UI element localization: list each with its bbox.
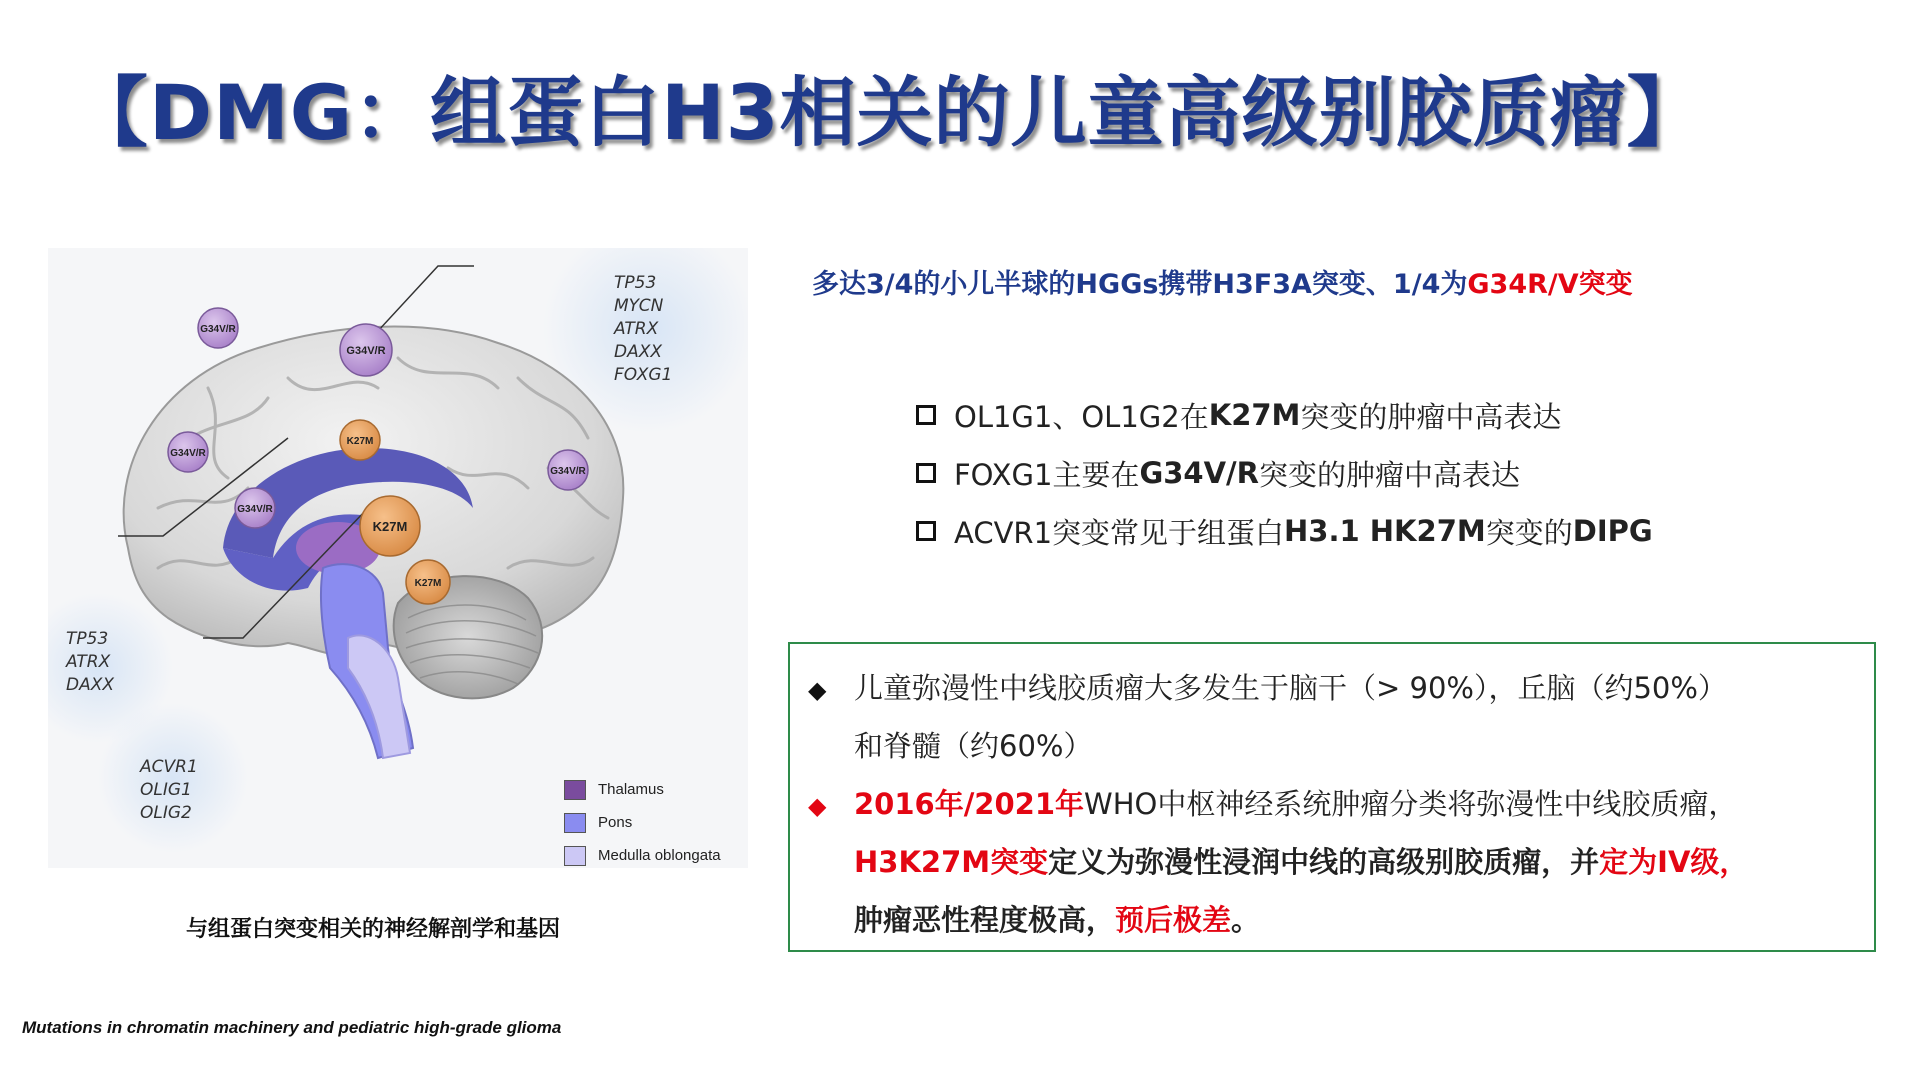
legend-swatch bbox=[564, 846, 586, 866]
note-line bbox=[854, 840, 1748, 881]
note-highlight: 预后极差 bbox=[1115, 903, 1232, 937]
gene-label: ACVR1 bbox=[140, 757, 198, 777]
checkbox-icon bbox=[916, 521, 936, 541]
note-line bbox=[808, 782, 1737, 823]
gene-label: OLIG2 bbox=[140, 803, 192, 823]
gene-cluster-bottom bbox=[140, 756, 198, 825]
marker-k27m-3 bbox=[406, 560, 450, 604]
note-line bbox=[854, 724, 1092, 765]
diamond-bullet-icon: ◆ bbox=[808, 676, 827, 704]
note-bold: 定义为弥漫性浸润中线的高级别胶质瘤，并 bbox=[1048, 845, 1600, 879]
gene-label: OLIG1 bbox=[140, 780, 192, 800]
marker-g34vr-1 bbox=[198, 308, 238, 348]
item-text: ACVR1突变常见于组蛋白 bbox=[954, 515, 1285, 550]
legend-item-pons bbox=[564, 806, 721, 839]
svg-text:K27M: K27M bbox=[372, 519, 408, 534]
slide-title: 【DMG：组蛋白H3相关的儿童高级别胶质瘤】 bbox=[72, 68, 1704, 157]
legend-swatch bbox=[564, 813, 586, 833]
figure-caption: 与组蛋白突变相关的神经解剖学和基因 bbox=[186, 917, 561, 942]
item-bold: DIPG bbox=[1572, 514, 1653, 548]
svg-text:G34V/R: G34V/R bbox=[200, 324, 236, 335]
gene-label: FOXG1 bbox=[614, 365, 673, 385]
checkbox-icon bbox=[916, 405, 936, 425]
headline-text: 多达3/4的小儿半球的HGGs携带H3F3A突变、1/4为 bbox=[812, 269, 1468, 300]
legend-item-thalamus bbox=[564, 773, 721, 806]
note-highlight: H3K27M突变 bbox=[854, 845, 1049, 879]
marker-g34vr-4 bbox=[548, 450, 588, 490]
checkbox-icon bbox=[916, 463, 936, 483]
gene-label: TP53 bbox=[66, 629, 109, 649]
brain-figure bbox=[48, 248, 748, 868]
item-text: 突变的肿瘤中高表达 bbox=[1258, 457, 1520, 492]
gene-label: ATRX bbox=[66, 652, 111, 672]
source-citation: Mutations in chromatin machinery and pediatric high-grade glioma bbox=[22, 1018, 562, 1037]
note-bold: 肿瘤恶性程度极高， bbox=[854, 903, 1116, 937]
note-highlight: 2016年/2021年 bbox=[854, 787, 1085, 821]
note-text: WHO中枢神经系统肿瘤分类将弥漫性中线胶质瘤， bbox=[1084, 787, 1738, 821]
checklist-item bbox=[916, 444, 1653, 502]
legend-swatch bbox=[564, 780, 586, 800]
svg-text:G34V/R: G34V/R bbox=[170, 448, 206, 459]
svg-text:G34V/R: G34V/R bbox=[550, 466, 586, 477]
svg-text:K27M: K27M bbox=[414, 578, 442, 589]
svg-text:K27M: K27M bbox=[346, 436, 374, 447]
checklist bbox=[916, 386, 1653, 560]
gene-label: MYCN bbox=[614, 296, 664, 316]
item-text: 突变的 bbox=[1485, 515, 1573, 550]
item-text: FOXG1主要在 bbox=[954, 457, 1140, 492]
note-line bbox=[808, 666, 1727, 707]
marker-g34vr-5 bbox=[235, 488, 275, 528]
item-bold: H3.1 HK27M bbox=[1284, 514, 1486, 548]
note-text: 儿童弥漫性中线胶质瘤大多发生于脑干（> 90%），丘脑（约50%） bbox=[854, 671, 1727, 705]
marker-k27m-2 bbox=[360, 496, 420, 556]
note-bold: 。 bbox=[1231, 903, 1261, 937]
item-text: OL1G1、OL1G2在 bbox=[954, 399, 1209, 434]
diamond-bullet-icon: ◆ bbox=[808, 792, 827, 820]
marker-g34vr-3 bbox=[168, 432, 208, 472]
legend-label: Thalamus bbox=[598, 781, 664, 798]
legend-item-medulla bbox=[564, 839, 721, 872]
checklist-item bbox=[916, 502, 1653, 560]
legend-label: Medulla oblongata bbox=[598, 847, 721, 864]
gene-label: ATRX bbox=[614, 319, 659, 339]
note-highlight: 定为IV级， bbox=[1599, 845, 1749, 879]
svg-text:G34V/R: G34V/R bbox=[346, 345, 386, 357]
figure-legend bbox=[564, 773, 721, 872]
marker-k27m-1 bbox=[340, 420, 380, 460]
legend-label: Pons bbox=[598, 814, 633, 831]
note-text: 和脊髓（约60%） bbox=[854, 729, 1093, 763]
gene-label: DAXX bbox=[614, 342, 663, 362]
gene-cluster-left bbox=[66, 628, 114, 697]
headline-highlight: G34R/V突变 bbox=[1467, 269, 1633, 300]
checklist-item bbox=[916, 386, 1653, 444]
summary-box bbox=[788, 642, 1876, 952]
headline bbox=[812, 262, 1633, 301]
item-text: 突变的肿瘤中高表达 bbox=[1300, 399, 1562, 434]
marker-g34vr-2 bbox=[340, 324, 392, 376]
svg-text:G34V/R: G34V/R bbox=[237, 504, 273, 515]
item-bold: G34V/R bbox=[1139, 456, 1259, 490]
gene-label: TP53 bbox=[614, 273, 657, 293]
note-line bbox=[854, 898, 1260, 939]
item-bold: K27M bbox=[1208, 398, 1301, 432]
gene-label: DAXX bbox=[66, 675, 115, 695]
gene-cluster-top bbox=[614, 272, 672, 387]
